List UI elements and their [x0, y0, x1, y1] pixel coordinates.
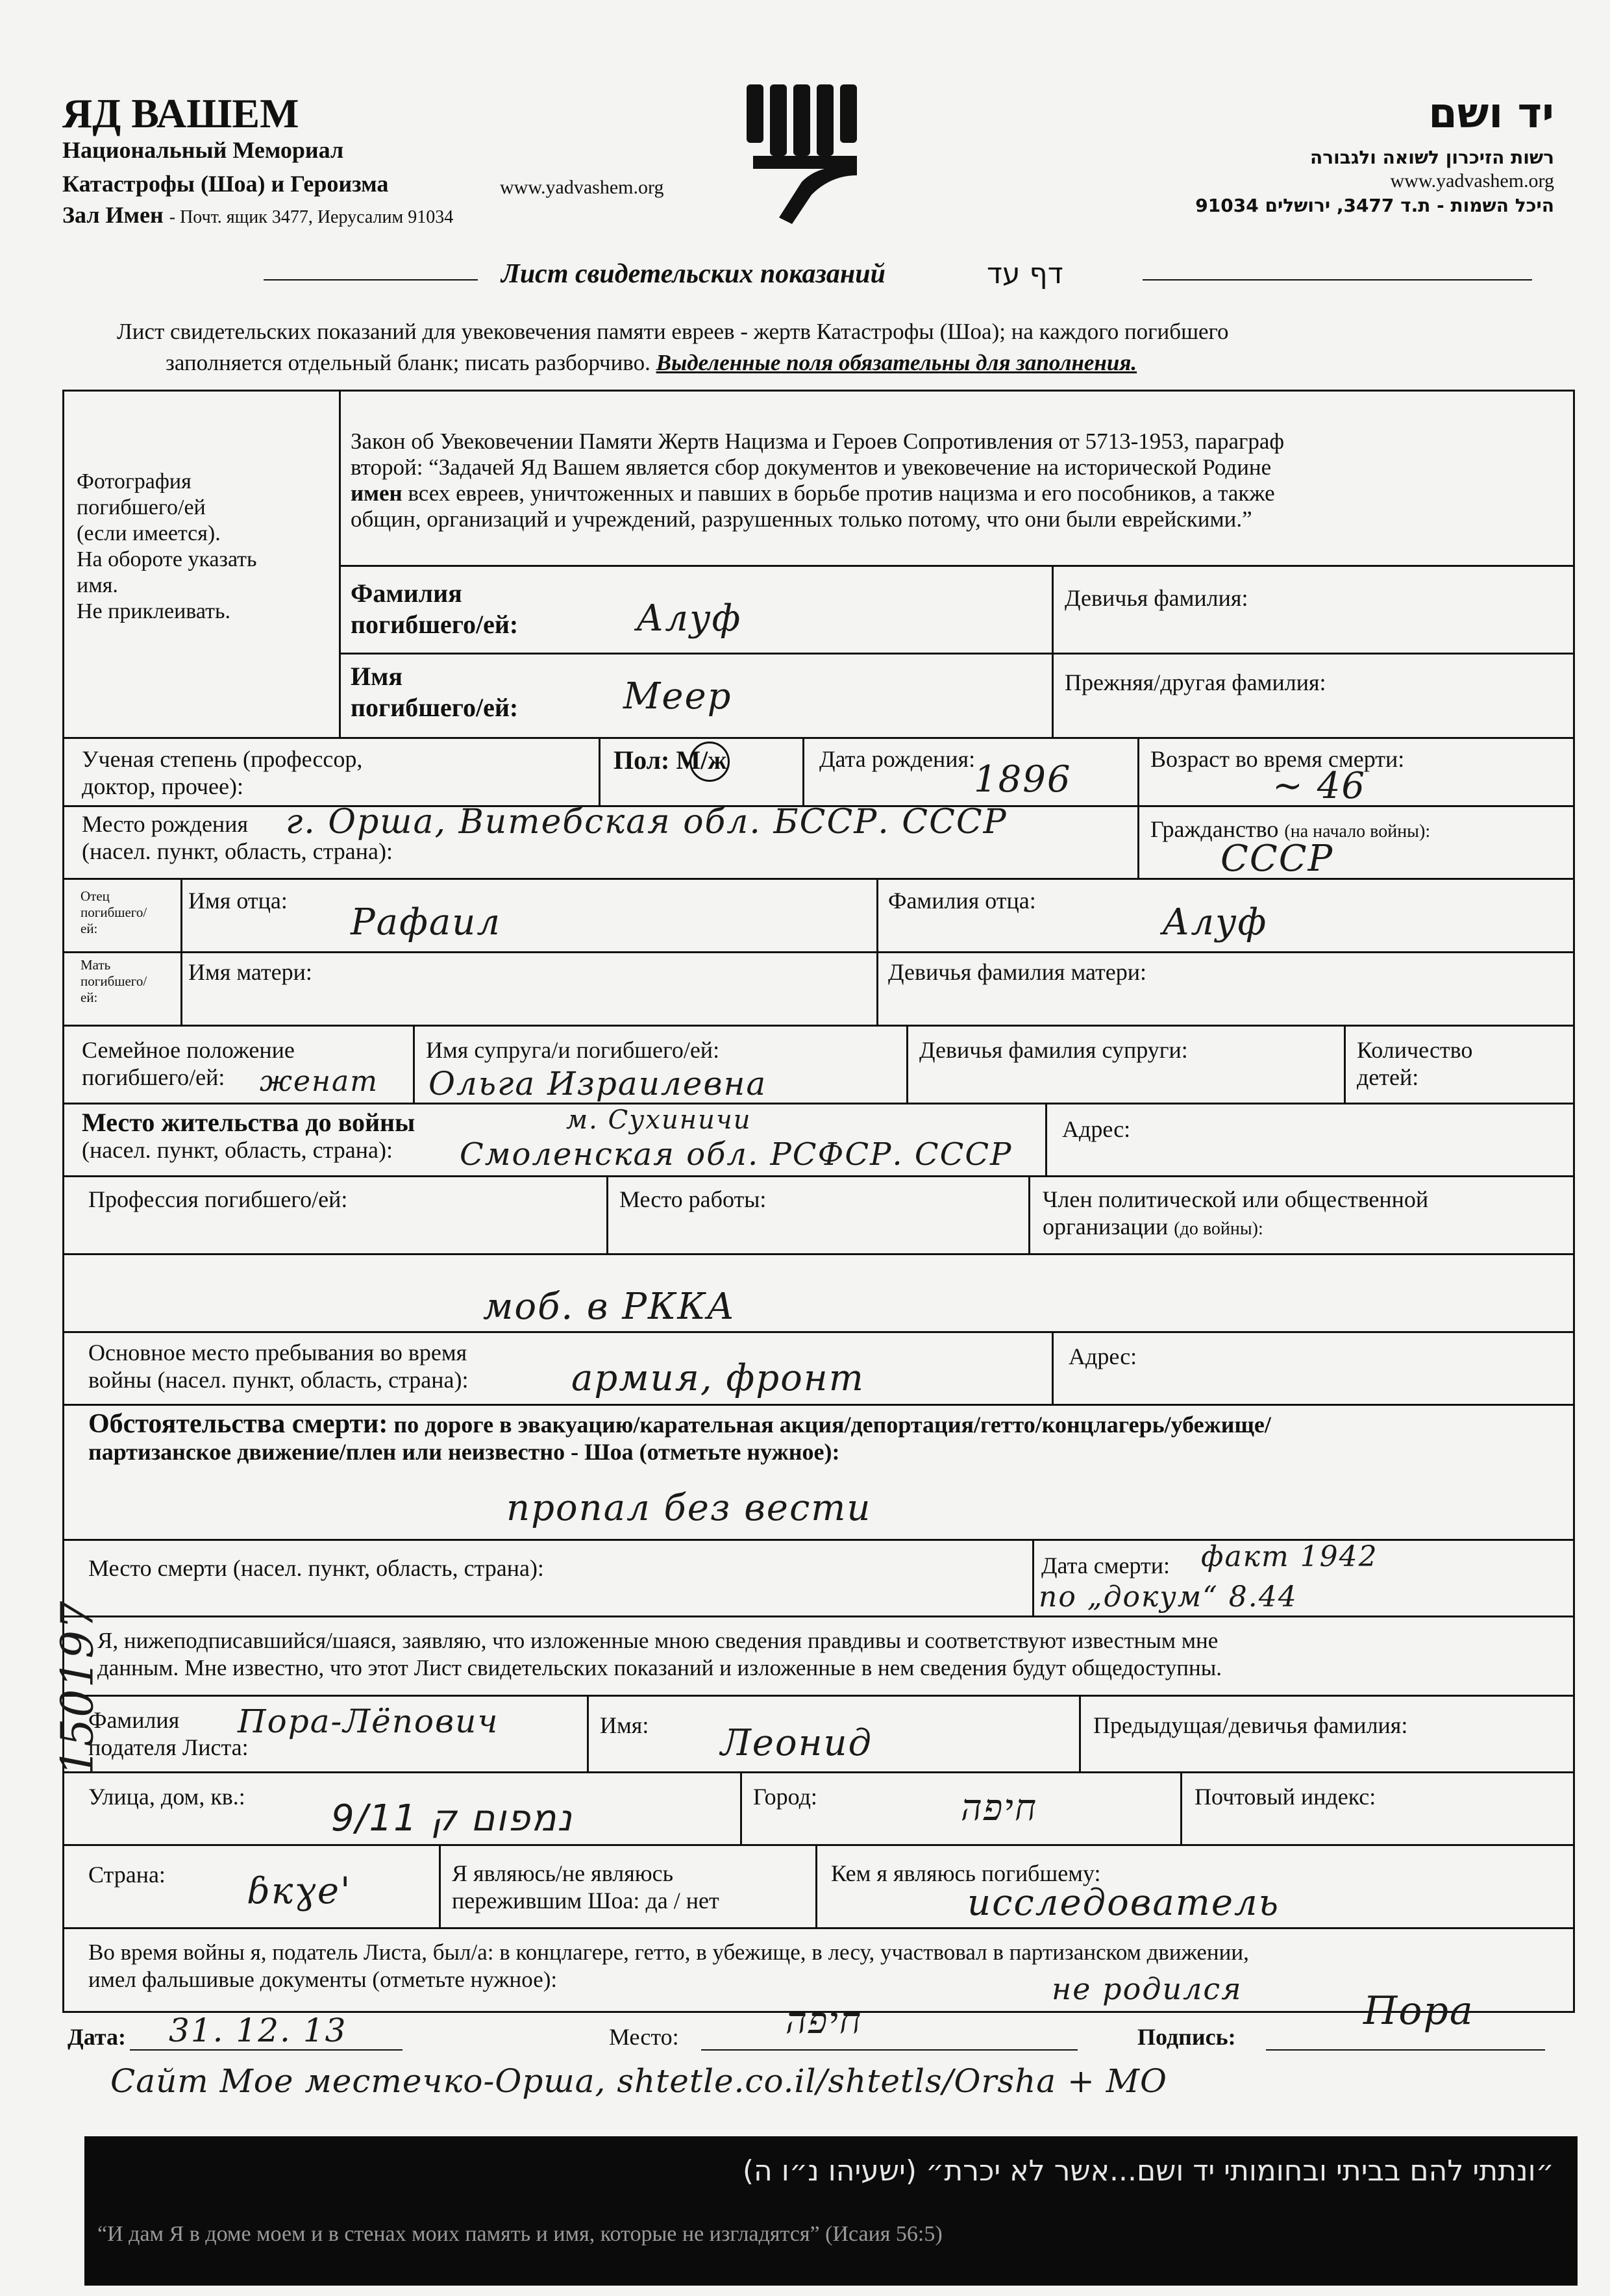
survivor-label-1: Я являюсь/не являюсь [452, 1860, 674, 1886]
residence-address-label: Адрес: [1062, 1116, 1131, 1142]
citizenship-value[interactable]: СССР [1220, 838, 1334, 880]
birthplace-label-1: Место рождения [82, 811, 249, 837]
birthdate-divider [1137, 737, 1139, 805]
address-ru [62, 201, 453, 231]
circumstances-label [88, 1410, 1271, 1466]
father-name-label: Имя отца: [188, 888, 288, 914]
profession-label: Профессия погибшего/ей: [88, 1186, 348, 1212]
victim-surname-label-2: погибшего/ей: [351, 610, 519, 639]
sign-place-value[interactable]: חיפה [786, 2000, 862, 2042]
residence-value-2[interactable]: Смоленская обл. РСФСР. СССР [460, 1136, 1013, 1173]
profession-rule [62, 1253, 1575, 1255]
signature-label: Подпись: [1137, 2024, 1236, 2050]
spouse-divider [906, 1025, 908, 1103]
mother-name-label: Имя матери: [188, 959, 312, 985]
sub-name-rule [62, 1771, 1575, 1773]
wartime-label [88, 1339, 469, 1393]
street-rule [62, 1844, 1575, 1846]
survivor-divider [815, 1844, 817, 1927]
sub-surname-label-2: подателя Листа: [88, 1734, 249, 1760]
children-label-2: детей: [1357, 1064, 1419, 1090]
intro-line2-plain: заполняется отдельный бланк; писать разборчиво. [166, 350, 650, 375]
wartime-address-label: Адрес: [1069, 1343, 1137, 1369]
workplace-label: Место работы: [619, 1186, 767, 1212]
wartime-divider [1052, 1331, 1054, 1404]
intro-line2-emphasis: Выделенные поля обязательны для заполнения. [656, 350, 1137, 375]
survivor-label [452, 1860, 719, 1914]
sign-date-value[interactable]: 31. 12. 13 [169, 2012, 347, 2049]
degree-label-2: доктор, прочее): [82, 773, 243, 799]
photo-line5: имя. [77, 573, 118, 597]
sub-surname-divider [587, 1695, 589, 1771]
sub-prev-label: Предыдущая/девичья фамилия: [1093, 1712, 1408, 1738]
birthplace-rule [62, 878, 1575, 880]
wartime-rule [62, 1404, 1575, 1406]
during-war-line1: Во время войны я, податель Листа, был/а: в концлагере, гетто, в убежище, в лесу, участвовал в партизанском движении, [88, 1940, 1249, 1965]
degree-label [82, 745, 362, 800]
photo-line1: Фотография [77, 469, 192, 493]
country-divider [439, 1844, 441, 1927]
member-note: (до войны): [1174, 1219, 1263, 1239]
country-label: Страна: [88, 1862, 166, 1888]
spouse-maiden-label: Девичья фамилия супруги: [919, 1037, 1188, 1063]
wartime-value[interactable]: армия, фронт [571, 1357, 865, 1399]
law-line2: второй: “Задачей Яд Вашем является сбор документов и увековечение на исторической Родине [351, 455, 1272, 480]
intro-line2 [166, 349, 1137, 377]
sub-surname-label [88, 1706, 249, 1761]
sign-place-label: Место: [609, 2024, 679, 2050]
children-label-1: Количество [1357, 1037, 1473, 1063]
mother-side-2: погибшего/ [80, 973, 147, 989]
victim-name-label-2: погибшего/ей: [351, 693, 519, 722]
city-label: Город: [753, 1784, 817, 1810]
mother-side-1: Мать [80, 957, 111, 973]
father-side-1: Отец [80, 888, 110, 904]
footer-he: ״ונתתי להם בביתי ובחומותי יד ושם...אשר לא יכרת״ (ישעיהו נ״ו ה) [742, 2154, 1554, 2188]
declaration-rule [62, 1695, 1575, 1697]
org-he-line1: רשות הזיכרון לשואה ולגבורה [1310, 147, 1554, 168]
age-label: Возраст во время смерти: [1150, 746, 1405, 772]
victim-name-value[interactable]: Меер [623, 675, 732, 718]
declaration-text [97, 1627, 1222, 1682]
website-left[interactable]: www.yadvashem.org [500, 177, 664, 198]
zip-label: Почтовый индекс: [1195, 1784, 1376, 1810]
mother-side-label [80, 957, 147, 1006]
street-value[interactable]: 9/11 נמפום ק [331, 1797, 573, 1840]
wartime-label-2: войны (насел. пункт, область, страна): [88, 1367, 469, 1393]
spouse-value[interactable]: Ольга Израилевна [428, 1065, 767, 1103]
during-war-line2: имел фальшивые документы (отметьте нужное): [88, 1967, 558, 1992]
address-ru-text: - Почт. ящик 3477, Иерусалим 91034 [169, 207, 454, 227]
father-side-label [80, 888, 147, 937]
sex-divider [802, 737, 804, 805]
death-date-label: Дата смерти: [1041, 1553, 1170, 1578]
photo-line4: На обороте указать [77, 547, 257, 571]
mother-maiden-label: Девичья фамилия матери: [888, 959, 1147, 985]
victim-prev-surname-label: Прежняя/другая фамилия: [1065, 669, 1326, 695]
website-right[interactable]: www.yadvashem.org [1390, 170, 1554, 192]
surname-divider [1052, 565, 1054, 737]
residence-value-1[interactable]: м. Сухиничи [566, 1105, 752, 1135]
circumstances-line1 [88, 1410, 1271, 1438]
member-label [1043, 1186, 1428, 1243]
sub-name-label: Имя: [600, 1712, 649, 1738]
law-line3 [351, 480, 1571, 506]
member-label-2-main: организации [1043, 1214, 1169, 1240]
title-rule-left [264, 279, 478, 281]
declaration-line2: данным. Мне известно, что этот Лист свидетельских показаний и изложенные в нем сведения будут общедоступны. [97, 1655, 1222, 1680]
side-number: 150197 [52, 1599, 104, 1777]
relation-label: Кем я являюсь погибшему: [831, 1860, 1101, 1886]
declaration-line1: Я, нижеподписавшийся/шаяся, заявляю, что изложенные мною сведения правдивы и соответствуют известным мне [97, 1628, 1219, 1653]
country-value[interactable]: ɓкɣе' [247, 1870, 352, 1912]
victim-surname-value[interactable]: Алуф [636, 597, 742, 640]
father-rule [62, 951, 1575, 953]
signature-line [1266, 2049, 1545, 2051]
circumstances-options-2: партизанское движение/плен или неизвестно - Шоа (отметьте нужное): [88, 1439, 840, 1465]
profession-divider [606, 1175, 608, 1253]
signature-value[interactable]: Пора [1363, 1988, 1474, 2034]
birthdate-value[interactable]: 1896 [974, 758, 1072, 801]
residence-label [82, 1109, 415, 1164]
birthplace-divider [1137, 805, 1139, 878]
birthplace-value[interactable]: г. Орша, Витебская обл. БССР. СССР [286, 803, 1008, 842]
survivor-label-2-main: пережившим Шоа: [452, 1888, 640, 1914]
father-surname-label: Фамилия отца: [888, 888, 1036, 914]
status-label-2: погибшего/ей: [82, 1064, 225, 1090]
law-line3-bold: имен [351, 480, 402, 506]
hall-name: Зал Имен [62, 202, 164, 228]
children-label [1357, 1036, 1472, 1091]
photo-box-text [77, 469, 330, 625]
family-rule [62, 1103, 1575, 1104]
residence-label-2: (насел. пункт, область, страна): [82, 1137, 393, 1163]
victim-name-label [351, 661, 518, 723]
photo-line3: (если имеется). [77, 521, 221, 545]
status-label-1: Семейное положение [82, 1037, 295, 1063]
father-name-value[interactable]: Рафаил [351, 901, 502, 943]
victim-name-label-1: Имя [351, 662, 402, 691]
father-surname-value[interactable]: Алуф [1162, 901, 1268, 943]
death-place-label: Место смерти (насел. пункт, область, страна): [88, 1555, 544, 1581]
spouse-maiden-divider [1344, 1025, 1346, 1103]
org-ru-title: ЯД ВАШЕМ [62, 90, 299, 136]
address-he: היכל השמות - ת.ד 3477, ירושלים 91034 [1195, 195, 1554, 216]
photo-line6: Не приклеивать. [77, 599, 230, 623]
org-ru-line2: Катастрофы (Шоа) и Героизма [62, 171, 389, 197]
sub-name-value[interactable]: Леонид [721, 1722, 873, 1764]
photo-divider [339, 390, 341, 737]
street-divider [740, 1771, 742, 1844]
name-rule [62, 737, 1575, 739]
degree-divider [599, 737, 601, 805]
country-rule [62, 1927, 1575, 1929]
residence-label-1: Место жительства до войны [82, 1108, 415, 1137]
birthplace-label-2: (насел. пункт, область, страна): [82, 838, 393, 864]
age-value[interactable]: ~ 46 [1272, 765, 1366, 807]
spouse-label: Имя супруга/и погибшего/ей: [426, 1037, 720, 1063]
father-side-2: погибшего/ [80, 905, 147, 920]
mother-rule [62, 1025, 1575, 1027]
death-date-value-2[interactable]: по „докум“ 8.44 [1039, 1580, 1298, 1614]
member-label-2 [1043, 1213, 1428, 1243]
source-note: Сайт Мое местечко-Орша, shtetle.co.il/shtetls/Orsha + МО [110, 2062, 1167, 2100]
residence-rule [62, 1175, 1575, 1177]
sex-circle-mark [689, 742, 730, 782]
sign-date-line [130, 2049, 402, 2051]
law-text [351, 429, 1571, 532]
death-date-value-1[interactable]: факт 1942 [1201, 1540, 1378, 1573]
circumstances-options-1: по дороге в эвакуацию/карательная акция/депортация/гетто/концлагерь/убежище/ [393, 1412, 1271, 1438]
citizenship-label-main: Гражданство [1150, 816, 1279, 842]
law-line3-rest: всех евреев, уничтоженных и павших в борьбе против нацизма и его пособников, а также [402, 480, 1275, 506]
residence-divider [1045, 1103, 1047, 1175]
survivor-options[interactable]: да / нет [645, 1888, 719, 1914]
father-side-3: ей: [80, 921, 98, 936]
status-value[interactable]: женат [260, 1065, 378, 1098]
mother-side-3: ей: [80, 990, 98, 1005]
form-title-he: דף עד [987, 257, 1063, 290]
work-note-rule [62, 1331, 1575, 1333]
form-title-ru: Лист свидетельских показаний [501, 259, 886, 289]
member-label-1: Член политической или общественной [1043, 1186, 1429, 1212]
degree-label-1: Ученая степень (профессор, [82, 746, 363, 772]
yad-vashem-logo [740, 78, 870, 227]
citizenship-note: (на начало войны): [1284, 821, 1431, 842]
org-ru-line1: Национальный Мемориал [62, 137, 344, 163]
circumstances-value[interactable]: пропал без вести [506, 1487, 872, 1529]
during-war-value[interactable]: не родился [1052, 1971, 1243, 2006]
sub-name-divider [1079, 1695, 1081, 1771]
circumstances-label-bold: Обстоятельства смерти: [88, 1409, 388, 1439]
sign-date-label: Дата: [68, 2024, 126, 2050]
status-divider [413, 1025, 415, 1103]
law-line4: общин, организаций и учреждений, разрушенных только потому, что они были еврейскими.” [351, 506, 1252, 532]
sex-field[interactable]: Пол: М/ж [613, 745, 727, 775]
sub-surname-label-1: Фамилия [88, 1707, 180, 1733]
city-divider [1180, 1771, 1182, 1844]
survivor-label-2 [452, 1887, 719, 1914]
title-rule-right [1143, 279, 1532, 281]
death-divider [1032, 1539, 1034, 1616]
wartime-label-1: Основное место пребывания во время [88, 1340, 467, 1366]
photo-line2: погибшего/ей [77, 495, 206, 519]
sign-place-line [701, 2049, 1078, 2051]
relation-value[interactable]: исследователь [967, 1882, 1280, 1924]
footer-ru: “И дам Я в доме моем и в стенах моих память и имя, которые не изгладятся” (Исаия 56:5) [97, 2222, 943, 2246]
workplace-divider [1028, 1175, 1030, 1253]
surname-rule [339, 653, 1575, 655]
law-line1: Закон об Увековечении Памяти Жертв Нацизма и Героев Сопротивления от 5713-1953, параграф [351, 429, 1285, 454]
victim-surname-label-1: Фамилия [351, 579, 462, 608]
org-he-title: יד ושם [1428, 90, 1554, 138]
victim-maiden-label: Девичья фамилия: [1065, 585, 1248, 611]
work-note-value[interactable]: моб. в РККА [483, 1286, 736, 1328]
birthdate-label: Дата рождения: [819, 746, 976, 772]
victim-surname-label [351, 578, 518, 640]
sub-surname-value[interactable]: Пора-Лёпович [238, 1703, 499, 1740]
law-rule [339, 565, 1575, 567]
death-rule [62, 1616, 1575, 1617]
city-value[interactable]: חיפה [961, 1787, 1037, 1829]
street-label: Улица, дом, кв.: [88, 1784, 245, 1810]
intro-line1: Лист свидетельских показаний для увековечения памяти евреев - жертв Катастрофы (Шоа); на каждого погибшего [117, 319, 1229, 344]
